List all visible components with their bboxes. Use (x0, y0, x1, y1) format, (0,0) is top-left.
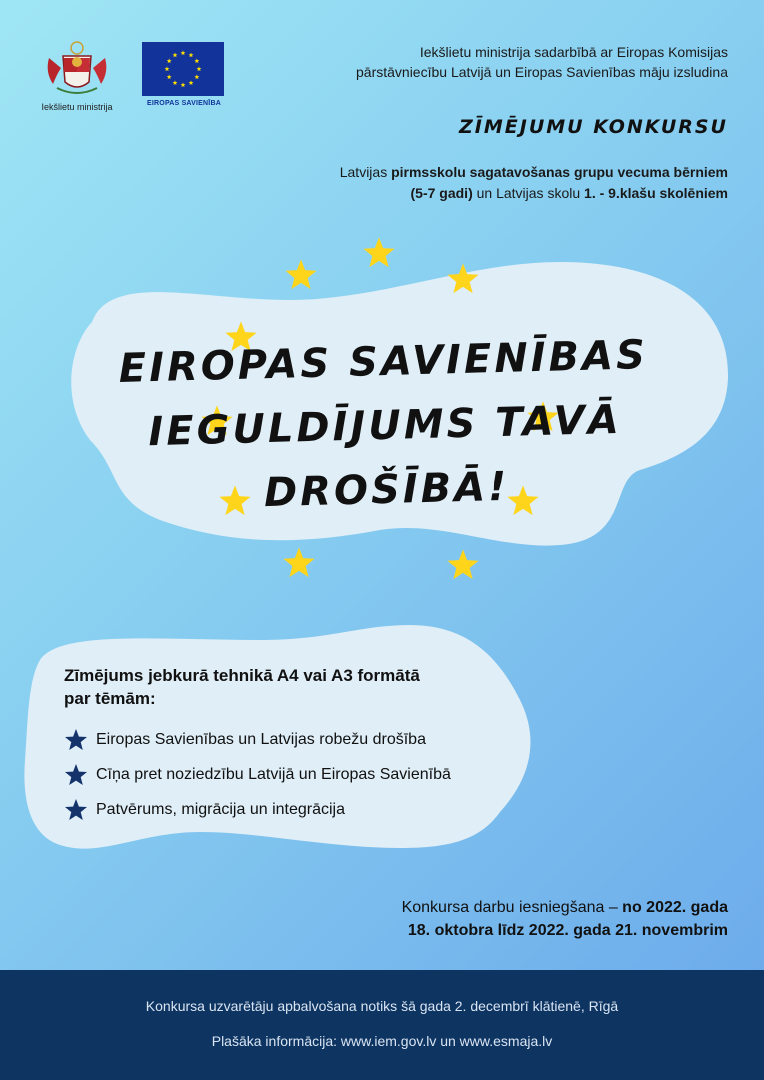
audience-bold3: 1. - 9.klašu skolēniem (584, 185, 728, 201)
eu-star (194, 58, 199, 63)
bullet-star-icon (64, 763, 88, 787)
eu-star (173, 53, 178, 58)
eu-star (173, 80, 178, 85)
eu-star (181, 50, 186, 55)
headline (58, 322, 713, 531)
star-icon (446, 548, 480, 582)
audience-bold2: (5-7 gadi) (410, 185, 473, 201)
star-icon (282, 546, 316, 580)
ministry-logo (36, 38, 118, 118)
eu-star (165, 66, 170, 71)
theme-label: Patvērums, migrācija un integrācija (96, 800, 345, 818)
eu-caption: EIROPAS SAVIENĪBA (147, 100, 221, 107)
contest-title: ZĪMĒJUMU KONKURSU (459, 116, 728, 138)
eu-flag (142, 42, 224, 96)
audience-bold1: pirmsskolu sagatavošanas grupu vecuma bērniem (391, 164, 728, 180)
headline-line2: IEGULDĪJUMS TAVĀ DROŠĪBĀ! (147, 396, 623, 517)
eu-stars-icon (142, 42, 224, 96)
footer (0, 970, 764, 1080)
intro-text: Iekšlietu ministrija sadarbībā ar Eiropas Komisijas pārstāvniecību Latvijā un Eiropas Savienības māju izsludina (356, 44, 728, 80)
bullet-star-icon (64, 728, 88, 752)
coat-of-arms-icon (41, 38, 113, 100)
star-icon (362, 236, 396, 270)
list-item (64, 792, 524, 827)
headline-line1: EIROPAS SAVIENĪBAS (118, 332, 649, 392)
deadline-text (208, 896, 728, 942)
deadline-part1: Konkursa darbu iesniegšana – (401, 899, 623, 916)
audience-part2: un Latvijas skolu (472, 185, 585, 201)
theme-label: Eiropas Savienības un Latvijas robežu drošība (96, 730, 426, 748)
deadline-bold2: 18. oktobra līdz 2022. gada 21. novembrim (407, 922, 728, 939)
eu-star (167, 58, 172, 63)
eu-star (167, 74, 172, 79)
eu-logo (142, 42, 226, 114)
theme-label: Cīņa pret noziedzību Latvijā un Eiropas Savienībā (96, 765, 451, 783)
star-icon (446, 262, 480, 296)
eu-star (189, 80, 194, 85)
audience-text (268, 162, 728, 204)
bullet-star-icon (64, 798, 88, 822)
list-item (64, 722, 524, 757)
footer-award-text: Konkursa uzvarētāju apbalvošana notiks šā gada 2. decembrī klātienē, Rīgā (145, 998, 619, 1014)
deadline-bold1: no 2022. gada (622, 899, 728, 916)
list-item (64, 757, 524, 792)
ministry-caption: Iekšlietu ministrija (41, 102, 113, 112)
audience-part1: Latvijas (339, 164, 392, 180)
eu-star (189, 53, 194, 58)
star-icon (284, 258, 318, 292)
eu-star (197, 66, 202, 71)
footer-info-text: Plašāka informācija: www.iem.gov.lv un www.esmaja.lv (211, 1033, 553, 1049)
eu-star (194, 74, 199, 79)
themes-heading: Zīmējums jebkurā tehnikā A4 vai A3 formātā par tēmām: (64, 666, 420, 708)
themes-list (64, 722, 524, 827)
eu-star (181, 82, 186, 87)
